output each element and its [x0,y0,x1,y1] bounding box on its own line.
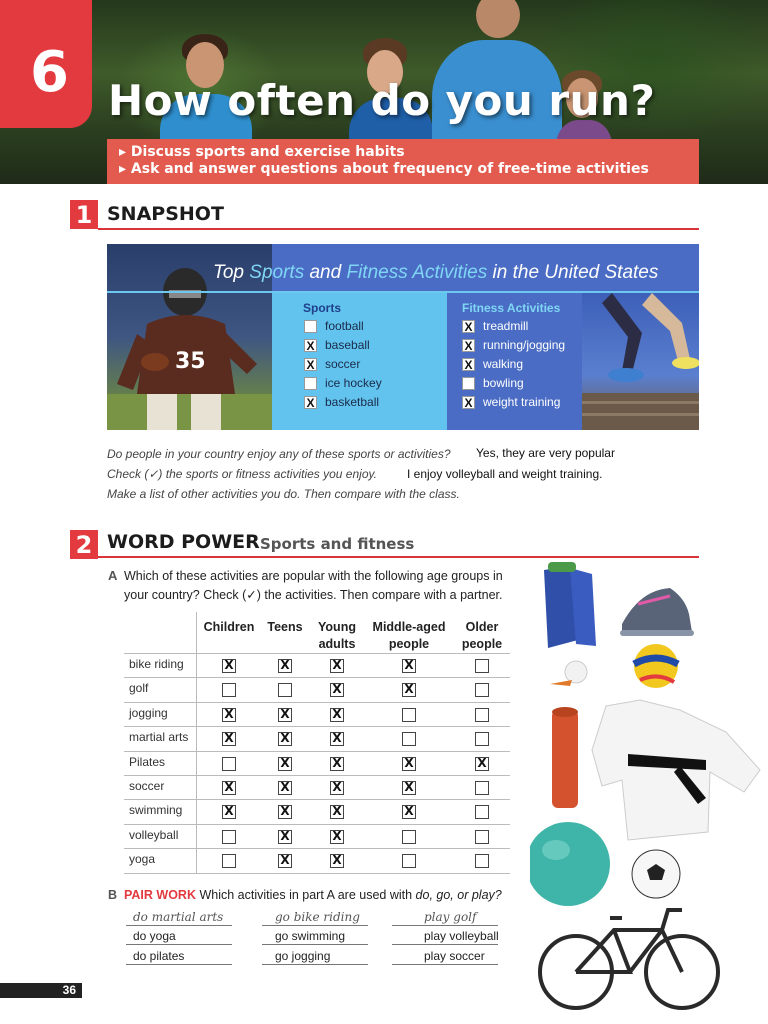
activity-label: soccer [129,779,165,793]
fitness-label-bowling: bowling [483,376,524,390]
objectives-bar [107,139,699,184]
activity-checkbox[interactable]: X [278,732,292,746]
flippers-image [544,562,596,648]
section-1-rule [98,228,699,230]
table-row-rule [124,702,510,703]
activity-checkbox[interactable] [402,732,416,746]
column-header-teens: Teens [267,620,303,634]
activity-checkbox[interactable] [475,708,489,722]
column-header-children: Children [203,620,255,634]
unit-number: 6 [30,40,69,105]
table-row-rule [124,848,510,849]
activity-checkbox[interactable]: X [278,854,292,868]
activity-checkbox[interactable]: X [330,757,344,771]
answer-line [126,964,232,965]
fitness-checkbox-walking[interactable]: X [462,358,475,371]
activity-label: martial arts [129,730,189,745]
column-header-middle-aged: Middle-aged people [372,620,446,651]
pair-work-answer[interactable]: do pilates [133,949,185,963]
answer-line [392,964,498,965]
activity-label: jogging [129,705,168,720]
activity-checkbox[interactable]: X [330,732,344,746]
table-divider [196,612,197,874]
activity-checkbox[interactable]: X [278,659,292,673]
table-row-rule [124,775,510,776]
activity-checkbox[interactable] [402,854,416,868]
pair-work-answer[interactable]: do martial arts [133,910,224,924]
pair-work-answer[interactable]: go jogging [275,949,331,963]
sport-label-soccer: soccer [325,357,361,371]
activity-checkbox[interactable]: X [222,732,236,746]
activity-label: golf [129,681,149,696]
section-2-rule [98,556,699,558]
table-row-rule [124,799,510,800]
part-b-instruction: B PAIR WORK Which activities in part A are used with do, go, or play? [108,888,502,902]
sport-label-ice-hockey: ice hockey [325,376,382,390]
activity-checkbox[interactable]: X [222,659,236,673]
table-row-rule [124,677,510,678]
activity-checkbox[interactable]: X [278,708,292,722]
sport-checkbox-basketball[interactable]: X [304,396,317,409]
activity-checkbox[interactable]: X [222,708,236,722]
activity-checkbox[interactable]: X [278,757,292,771]
word-power-heading: WORD POWER [107,531,260,553]
snapshot-title-rule [107,291,699,293]
activity-label: Pilates [129,754,166,769]
treadmill-legs-image [582,293,699,430]
table-row-rule [124,824,510,825]
activity-checkbox[interactable]: X [402,659,416,673]
answer-line [262,964,368,965]
jersey-number: 35 [175,349,206,374]
table-header-rule [124,653,510,654]
fitness-label-running-jogging: running/jogging [483,338,566,352]
activity-checkbox[interactable] [222,683,236,697]
sport-checkbox-soccer[interactable]: X [304,358,317,371]
activity-checkbox[interactable]: X [402,781,416,795]
activity-checkbox[interactable]: X [330,659,344,673]
activity-label: swimming [129,803,183,818]
part-a-letter: A [108,568,118,583]
bicycle-image [540,910,718,1008]
activity-checkbox[interactable] [402,708,416,722]
activity-checkbox[interactable] [475,659,489,673]
part-a-instruction-1: Which of these activities are popular with the following age groups in [124,569,503,583]
activity-checkbox[interactable]: X [330,683,344,697]
activity-checkbox[interactable]: X [278,830,292,844]
unit-banner [0,0,768,184]
snapshot-answer-1[interactable]: Yes, they are very popular [476,446,615,460]
activity-checkbox[interactable] [222,757,236,771]
exercise-ball-image [530,822,610,906]
table-row-rule [124,751,510,752]
activity-label: bike riding [129,657,184,671]
activity-checkbox[interactable] [402,830,416,844]
fitness-checkbox-weight-training[interactable]: X [462,396,475,409]
soccer-ball-image [632,850,680,898]
objective-1: ▸ Discuss sports and exercise habits [119,144,405,160]
activity-checkbox[interactable] [475,732,489,746]
word-power-subheading: Sports and fitness [260,535,415,553]
pair-work-answer[interactable]: do yoga [133,929,176,943]
unit-badge [0,0,92,128]
volleyball-image [634,644,678,688]
golf-ball-image [550,661,587,686]
table-row-rule [124,726,510,727]
activity-checkbox[interactable]: X [330,805,344,819]
pair-work-answer[interactable]: play volleyball [424,929,499,943]
activity-label: volleyball [129,827,179,842]
activity-checkbox[interactable]: X [278,781,292,795]
activity-checkbox[interactable] [475,683,489,697]
martial-arts-uniform-image [592,700,760,840]
activity-checkbox[interactable]: X [475,757,489,771]
section-1-number: 1 [70,200,98,229]
fitness-label-treadmill: treadmill [483,319,529,333]
answer-line [392,925,498,926]
sneaker-image [620,588,694,636]
fitness-checkbox-treadmill[interactable]: X [462,320,475,333]
activity-checkbox[interactable]: X [222,781,236,795]
page-number: 36 [0,983,82,998]
snapshot-answer-2[interactable]: I enjoy volleyball and weight training. [407,467,603,481]
pair-work-answer[interactable]: play soccer [424,949,485,963]
pair-work-answer[interactable]: go bike riding [275,910,360,924]
fitness-label-weight-training: weight training [483,395,561,409]
activity-checkbox[interactable]: X [330,708,344,722]
sport-checkbox-baseball[interactable]: X [304,339,317,352]
snapshot-infographic [107,244,699,430]
activity-checkbox[interactable] [475,854,489,868]
snapshot-title: Top Sports and Fitness Activities in the United States [213,262,659,283]
answer-line [126,925,232,926]
fitness-checkbox-bowling[interactable] [462,377,475,390]
table-row-rule [124,873,510,874]
pair-work-answer[interactable]: go swimming [275,929,346,943]
yoga-mat-image [552,707,578,808]
fitness-label-walking: walking [483,357,524,371]
answer-line [262,944,368,945]
answer-line [126,944,232,945]
sport-checkbox-ice-hockey[interactable] [304,377,317,390]
activity-checkbox[interactable] [222,854,236,868]
activity-checkbox[interactable]: X [330,830,344,844]
answer-line [392,944,498,945]
activity-label: yoga [129,852,156,867]
fitness-heading: Fitness Activities [462,301,561,315]
snapshot-question-3: Make a list of other activities you do. Then compare with the class. [107,487,460,501]
activity-checkbox[interactable] [278,683,292,697]
activity-checkbox[interactable] [475,781,489,795]
sports-heading: Sports [303,301,342,315]
sport-checkbox-football[interactable] [304,320,317,333]
activity-checkbox[interactable] [475,805,489,819]
activity-checkbox[interactable] [222,830,236,844]
activity-checkbox[interactable]: X [402,757,416,771]
activity-checkbox[interactable]: X [402,805,416,819]
part-a-instruction-2: your country? Check (✓) the activities. Then compare with a partner. [124,588,503,602]
answer-line [262,925,368,926]
snapshot-question-1: Do people in your country enjoy any of these sports or activities? [107,447,451,461]
column-header-young-adults: Young adults [318,620,356,651]
equipment-illustrations [530,560,768,1014]
sport-label-football: football [325,319,364,333]
sport-label-baseball: baseball [325,338,370,352]
activity-checkbox[interactable]: X [330,781,344,795]
column-header-older: Older people [461,620,503,651]
snapshot-question-2: Check (✓) the sports or fitness activities you enjoy. [107,467,377,481]
section-2-number: 2 [70,530,98,559]
objective-2: ▸ Ask and answer questions about frequency of free-time activities [119,161,649,177]
sport-label-basketball: basketball [325,395,380,409]
activity-checkbox[interactable]: X [278,805,292,819]
activity-checkbox[interactable]: X [330,854,344,868]
activity-checkbox[interactable]: X [402,683,416,697]
snapshot-heading: SNAPSHOT [107,203,224,225]
activity-checkbox[interactable]: X [222,805,236,819]
pair-work-answer[interactable]: play golf [424,910,477,924]
unit-title: How often do you run? [108,76,656,125]
fitness-checkbox-running-jogging[interactable]: X [462,339,475,352]
activity-checkbox[interactable] [475,830,489,844]
